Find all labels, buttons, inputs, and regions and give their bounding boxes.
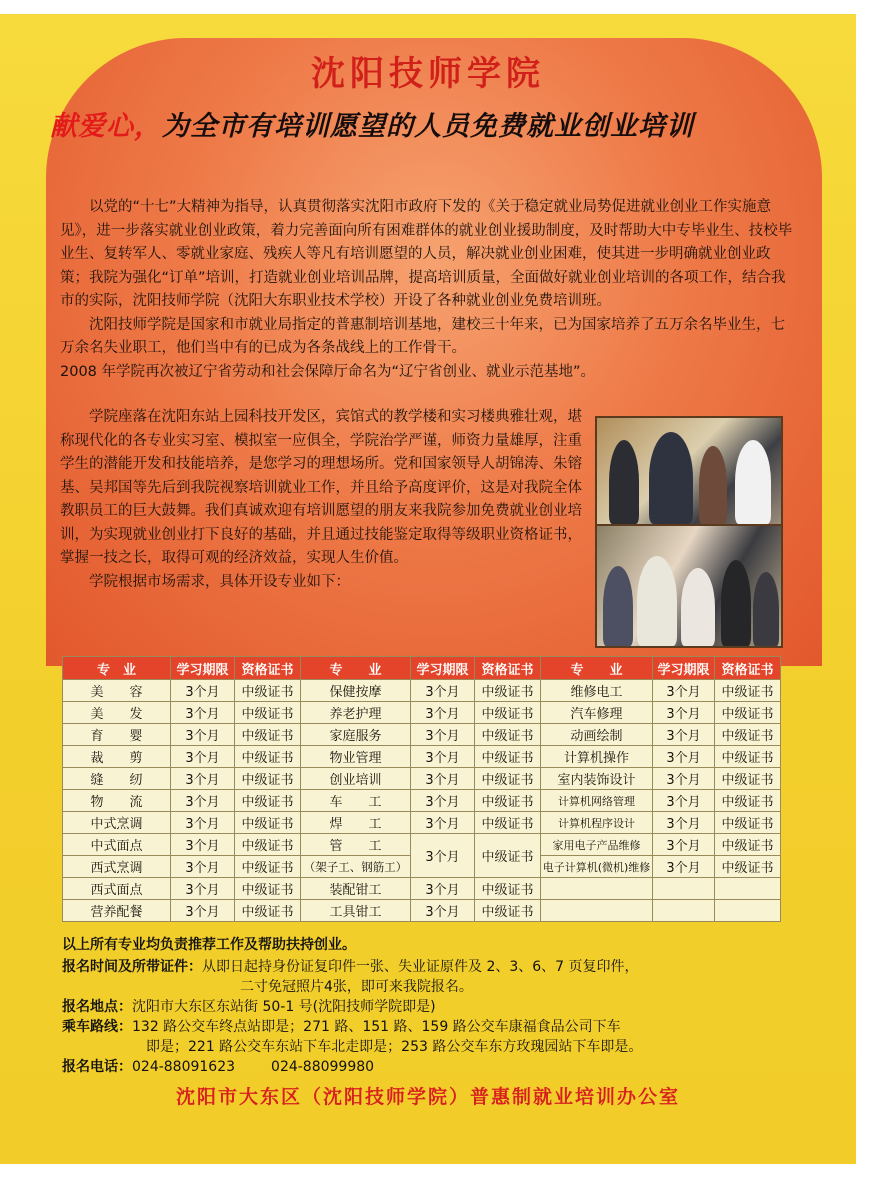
table-cell: 创业培训	[301, 768, 411, 790]
table-cell: 3个月	[171, 724, 235, 746]
column-header: 学习期限	[411, 657, 475, 680]
table-row	[63, 724, 781, 746]
table-cell: 中级证书	[235, 790, 301, 812]
slogan	[50, 104, 810, 143]
table-cell: 缝 纫	[63, 768, 171, 790]
note-text: 以上所有专业均负责推荐工作及帮助扶持创业。	[62, 937, 356, 953]
table-cell: 中级证书	[235, 768, 301, 790]
column-header: 专 业	[63, 657, 171, 680]
table-row	[63, 746, 781, 768]
column-header: 学习期限	[171, 657, 235, 680]
address-line	[62, 996, 436, 1016]
documents-text: 从即日起持身份证复印件一张、失业证原件及 2、3、6、7 页复印件，	[202, 959, 639, 975]
phone-line	[62, 1056, 374, 1076]
classroom-visit-photo	[595, 524, 783, 648]
table-cell: 中级证书	[235, 746, 301, 768]
office-name: 沈阳市大东区（沈阳技师学院）普惠制就业培训办公室	[175, 1086, 680, 1108]
table-cell: 中级证书	[235, 878, 301, 900]
table-cell: 中级证书	[715, 790, 781, 812]
column-header: 资格证书	[475, 657, 541, 680]
table-cell: 3个月	[411, 812, 475, 834]
table-cell: 中式面点	[63, 834, 171, 856]
table-cell: 中级证书	[235, 724, 301, 746]
table-cell: 家庭服务	[301, 724, 411, 746]
table-cell	[715, 878, 781, 900]
intro-paragraph: 以党的“十七”大精神为指导，认真贯彻落实沈阳市政府下发的《关于稳定就业局势促进就业创业工作实施意见》，进一步落实就业创业政策，着力完善面向所有困难群体的就业创业援助制度，及时帮助大中专毕业生、技校毕业生、复转军人、零就业家庭、残疾人等凡有培训愿望的人员，解决就业创业困难，使其进一步明确就业创业政策；我院为强化“订单”培训，打造就业创业培训品牌，提高培训质量，全面做好就业创业培训的各项工作，结合我市的实际，沈阳技师学院（沈阳大东职业技术学校）开设了各种就业创业免费培训班。	[60, 199, 793, 309]
column-header: 资格证书	[715, 657, 781, 680]
intro-text	[60, 196, 796, 384]
table-cell: 装配钳工	[301, 878, 411, 900]
table-cell: 电子计算机(微机)维修	[541, 856, 653, 878]
table-cell: 养老护理	[301, 702, 411, 724]
phone-number-1: 024-88091623	[132, 1059, 236, 1075]
table-cell: （架子工、钢筋工）	[301, 856, 411, 878]
table-row	[63, 834, 781, 856]
table-cell: 3个月	[171, 746, 235, 768]
table-cell: 中级证书	[235, 702, 301, 724]
table-cell: 中式烹调	[63, 812, 171, 834]
table-cell: 车 工	[301, 790, 411, 812]
table-cell: 中级证书	[475, 812, 541, 834]
table-cell: 中级证书	[475, 834, 541, 878]
table-cell	[541, 878, 653, 900]
table-cell: 管 工	[301, 834, 411, 856]
table-cell: 3个月	[653, 812, 715, 834]
table-cell: 3个月	[171, 702, 235, 724]
page-title: 沈阳技师学院	[311, 54, 545, 94]
table-row	[63, 768, 781, 790]
table-cell: 3个月	[171, 878, 235, 900]
table-cell: 中级证书	[475, 768, 541, 790]
column-header: 专 业	[541, 657, 653, 680]
table-cell: 3个月	[411, 702, 475, 724]
table-cell: 计算机网络管理	[541, 790, 653, 812]
intro-paragraph: 沈阳技师学院是国家和市就业局指定的普惠制培训基地，建校三十年来，已为国家培养了五万余名毕业生，七万余名失业职工，他们当中有的已成为各条战线上的工作骨干。	[60, 316, 785, 356]
table-cell: 中级证书	[235, 812, 301, 834]
table-cell	[541, 900, 653, 922]
table-cell: 3个月	[653, 856, 715, 878]
table-cell: 营养配餐	[63, 900, 171, 922]
table-cell: 3个月	[653, 746, 715, 768]
table-row	[63, 702, 781, 724]
school-description	[60, 406, 595, 594]
table-cell: 3个月	[411, 680, 475, 702]
slogan-highlight: 献爱心，	[50, 111, 162, 142]
table-cell: 物 流	[63, 790, 171, 812]
table-cell: 3个月	[171, 768, 235, 790]
table-cell: 保健按摩	[301, 680, 411, 702]
description-paragraph: 学院根据市场需求，具体开设专业如下：	[89, 573, 350, 590]
table-cell: 3个月	[653, 790, 715, 812]
table-cell: 育 婴	[63, 724, 171, 746]
table-cell: 中级证书	[475, 900, 541, 922]
table-row	[63, 790, 781, 812]
note-line	[62, 934, 356, 954]
intro-paragraph: 2008 年学院再次被辽宁省劳动和社会保障厅命名为“辽宁省创业、就业示范基地”。	[60, 363, 596, 380]
table-row	[63, 680, 781, 702]
table-cell: 中级证书	[715, 812, 781, 834]
table-cell: 中级证书	[475, 790, 541, 812]
table-cell: 焊 工	[301, 812, 411, 834]
table-cell: 3个月	[171, 834, 235, 856]
documents-line	[62, 956, 639, 976]
table-cell: 中级证书	[475, 680, 541, 702]
table-row	[63, 900, 781, 922]
table-cell	[653, 878, 715, 900]
table-cell: 3个月	[171, 812, 235, 834]
description-paragraph: 学院座落在沈阳东站上园科技开发区，宾馆式的教学楼和实习楼典雅壮观，堪称现代化的各专业实习室、模拟室一应俱全，学院治学严谨，师资力量雄厚，注重学生的潜能开发和技能培养，是您学习的理想场所。党和国家领导人胡锦涛、朱镕基、吴邦国等先后到我院视察培训就业工作，并且给予高度评价，这是对我院全体教职员工的巨大鼓舞。我们真诚欢迎有培训愿望的朋友来我院参加免费就业创业培训，为实现就业创业打下良好的基础，并且通过技能鉴定取得等级职业资格证书，掌握一技之长，取得可观的经济效益，实现人生价值。	[60, 409, 582, 566]
table-cell: 中级证书	[715, 746, 781, 768]
table-cell: 工具钳工	[301, 900, 411, 922]
table-cell	[653, 900, 715, 922]
column-header: 资格证书	[235, 657, 301, 680]
phone-number-2: 024-88099980	[271, 1059, 375, 1075]
table-cell: 西式烹调	[63, 856, 171, 878]
table-cell: 3个月	[171, 680, 235, 702]
column-header: 专 业	[301, 657, 411, 680]
table-cell: 中级证书	[475, 724, 541, 746]
table-cell: 维修电工	[541, 680, 653, 702]
table-cell: 3个月	[171, 790, 235, 812]
table-cell: 3个月	[411, 878, 475, 900]
table-cell: 3个月	[411, 724, 475, 746]
table-cell: 中级证书	[715, 702, 781, 724]
documents-text-2: 二寸免冠照片4张，即可来我院报名。	[240, 979, 473, 995]
address-label: 报名地点：	[62, 999, 132, 1015]
table-cell: 中级证书	[475, 878, 541, 900]
table-cell: 中级证书	[715, 768, 781, 790]
table-cell: 计算机操作	[541, 746, 653, 768]
bus-line-2	[146, 1036, 642, 1056]
table-cell: 中级证书	[235, 900, 301, 922]
table-cell: 中级证书	[715, 724, 781, 746]
table-cell: 3个月	[411, 790, 475, 812]
bus-text: 132 路公交车终点站即是；271 路、151 路、159 路公交车康福食品公司下车	[132, 1019, 621, 1035]
column-header: 学习期限	[653, 657, 715, 680]
table-cell: 中级证书	[235, 680, 301, 702]
table-cell: 中级证书	[715, 856, 781, 878]
table-cell: 中级证书	[235, 856, 301, 878]
table-cell: 3个月	[653, 768, 715, 790]
bus-text-2: 即是；221 路公交车东站下车北走即是；253 路公交车东方玫瑰园站下车即是。	[146, 1039, 643, 1055]
table-cell: 动画绘制	[541, 724, 653, 746]
table-cell: 汽车修理	[541, 702, 653, 724]
table-row	[63, 812, 781, 834]
table-cell: 室内装饰设计	[541, 768, 653, 790]
table-cell: 3个月	[171, 900, 235, 922]
slogan-text: 为全市有培训愿望的人员免费就业创业培训	[162, 111, 694, 142]
table-cell: 3个月	[411, 768, 475, 790]
table-cell: 中级证书	[475, 702, 541, 724]
table-cell: 中级证书	[235, 834, 301, 856]
table-cell: 西式面点	[63, 878, 171, 900]
table-cell: 裁 剪	[63, 746, 171, 768]
table-row	[63, 878, 781, 900]
table-cell: 3个月	[411, 746, 475, 768]
table-cell: 3个月	[653, 834, 715, 856]
table-cell: 3个月	[411, 834, 475, 878]
table-cell: 美 容	[63, 680, 171, 702]
table-cell: 家用电子产品维修	[541, 834, 653, 856]
leaders-visit-photo	[595, 416, 783, 526]
documents-label: 报名时间及所带证件：	[62, 959, 202, 975]
table-cell: 3个月	[653, 680, 715, 702]
table-cell: 计算机程序设计	[541, 812, 653, 834]
table-cell	[715, 900, 781, 922]
table-cell: 美 发	[63, 702, 171, 724]
table-cell: 3个月	[411, 900, 475, 922]
table-cell: 物业管理	[301, 746, 411, 768]
bus-line	[62, 1016, 621, 1036]
table-cell: 3个月	[171, 856, 235, 878]
table-cell: 中级证书	[715, 680, 781, 702]
table-cell: 3个月	[653, 724, 715, 746]
table-cell: 中级证书	[715, 834, 781, 856]
table-cell: 中级证书	[475, 746, 541, 768]
address-text: 沈阳市大东区东站街 50-1 号(沈阳技师学院即是)	[132, 999, 436, 1015]
table-cell: 3个月	[653, 702, 715, 724]
documents-line-2	[240, 976, 473, 996]
bus-label: 乘车路线：	[62, 1019, 132, 1035]
table-header-row	[63, 657, 781, 680]
course-table	[62, 656, 781, 922]
phone-label: 报名电话：	[62, 1059, 132, 1075]
